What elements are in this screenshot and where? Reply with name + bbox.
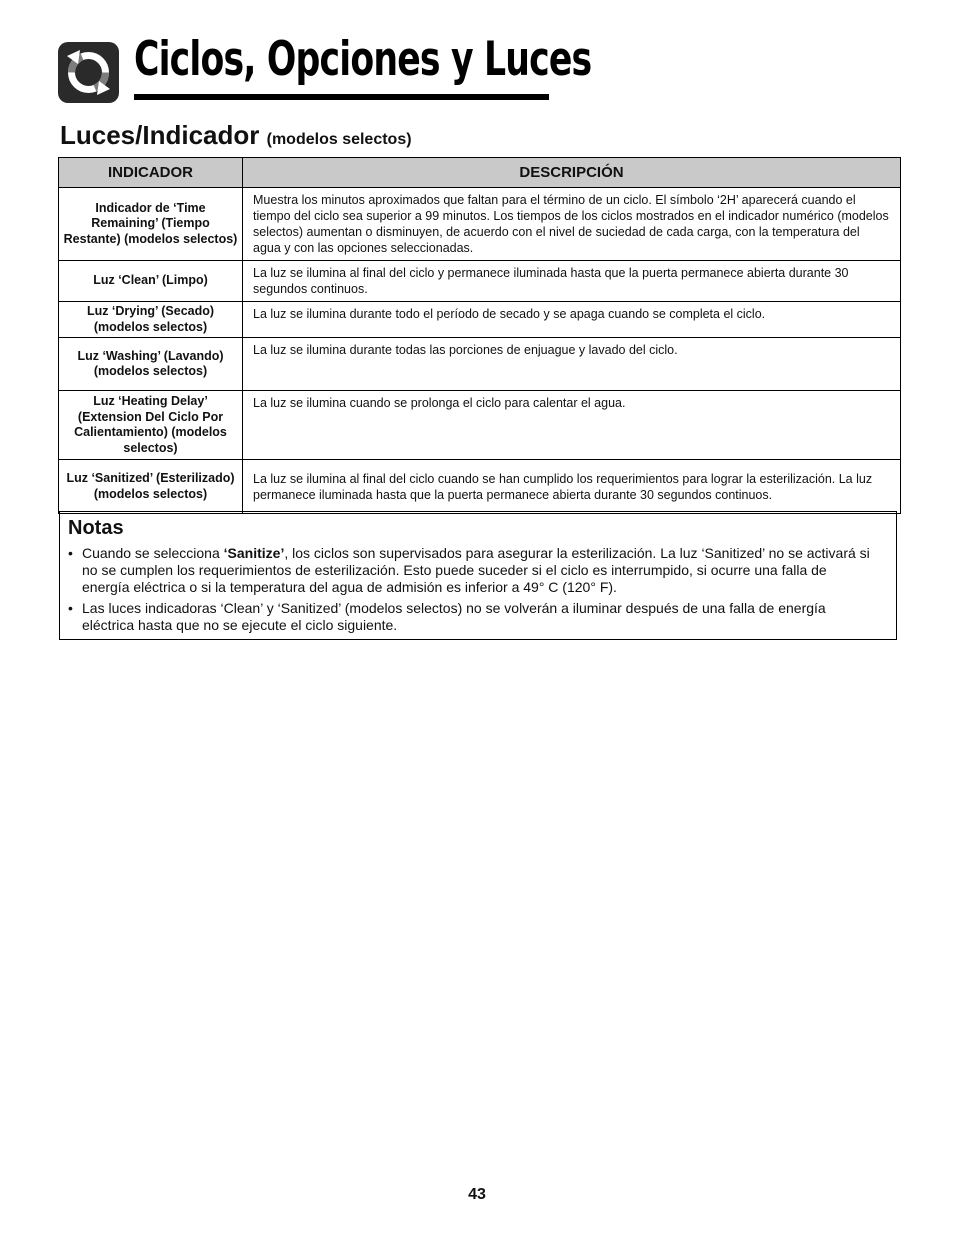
description-cell: La luz se ilumina al final del ciclo cuando se han cumplido los requerimientos para lograr la esterilización. La luz permanece iluminada hasta que la puerta permanece abierta durante 30 segundos continuos. — [243, 460, 901, 514]
description-cell: La luz se ilumina durante todo el período de secado y se apaga cuando se completa el ciclo. — [243, 302, 901, 338]
table-row — [59, 261, 901, 302]
notes-title: Notas — [68, 517, 124, 539]
section-heading — [60, 118, 412, 157]
note-text-post: , los ciclos son supervisados para asegurar la esterilización. La luz ‘Sanitized’ no se activará si no se cumplen los requerimientos de esterilización. Esto puede suceder si el ciclo es interrumpido, si ocurre una falla de energía eléctrica o si la temperatura del agua de admisión es inferior a 49° C (120° F). — [82, 545, 870, 595]
note-text-bold: ‘Sanitize’ — [223, 545, 285, 561]
note-text-pre: Cuando se selecciona — [82, 545, 224, 561]
table-row — [59, 302, 901, 338]
note-text-pre: Las luces indicadoras ‘Clean’ y ‘Sanitized’ (modelos selectos) no se volverán a iluminar después de una falla de energía eléctrica hasta que no se ejecute el ciclo siguiente. — [82, 600, 826, 633]
column-header-indicator: INDICADOR — [59, 158, 243, 188]
bullet-icon: • — [68, 600, 73, 616]
description-cell: La luz se ilumina cuando se prolonga el ciclo para calentar el agua. — [243, 391, 901, 460]
table-row — [59, 460, 901, 514]
indicator-cell: Luz ‘Heating Delay’ (Extension Del Ciclo Por Calientamiento) (modelos selectos) — [59, 391, 243, 460]
table-row — [59, 391, 901, 460]
section-heading-subtitle: (modelos selectos) — [266, 131, 412, 148]
cycle-arrows-icon — [58, 42, 119, 103]
table-header-row — [59, 158, 901, 188]
notes-list — [68, 545, 876, 638]
table-row — [59, 188, 901, 261]
description-cell: La luz se ilumina durante todas las porciones de enjuague y lavado del ciclo. — [243, 338, 901, 391]
section-heading-text: Luces/Indicador — [60, 120, 260, 150]
title-underline — [134, 94, 549, 100]
page-number: 43 — [468, 1186, 486, 1203]
description-cell: La luz se ilumina al final del ciclo y permanece iluminada hasta que la puerta permanece abierta durante 30 segundos continuos. — [243, 261, 901, 302]
indicator-cell: Luz ‘Washing’ (Lavando) (modelos selectos) — [59, 338, 243, 391]
note-item — [68, 545, 876, 596]
column-header-description: DESCRIPCIÓN — [243, 158, 901, 188]
indicator-cell: Indicador de ‘Time Remaining’ (Tiempo Restante) (modelos selectos) — [59, 188, 243, 261]
note-item — [68, 600, 876, 634]
description-cell: Muestra los minutos aproximados que faltan para el término de un ciclo. El símbolo ‘2H’ aparecerá cuando el tiempo del ciclo sea superior a 99 minutos. Los tiempos de los ciclos mostrados en el indicador numérico (modelos selectos) aumentan o disminuyen, de acuerdo con el nivel de suciedad de cada carga, con la temperatura del agua y con las opciones seleccionadas. — [243, 188, 901, 261]
notes-box — [59, 511, 897, 640]
indicator-cell: Luz ‘Clean’ (Limpo) — [59, 261, 243, 302]
bullet-icon: • — [68, 545, 73, 561]
page-title: Ciclos, Opciones y Luces — [134, 32, 592, 87]
table-row — [59, 338, 901, 391]
indicator-cell: Luz ‘Sanitized’ (Esterilizado) (modelos selectos) — [59, 460, 243, 514]
indicator-cell: Luz ‘Drying’ (Secado) (modelos selectos) — [59, 302, 243, 338]
indicator-table — [58, 157, 901, 514]
